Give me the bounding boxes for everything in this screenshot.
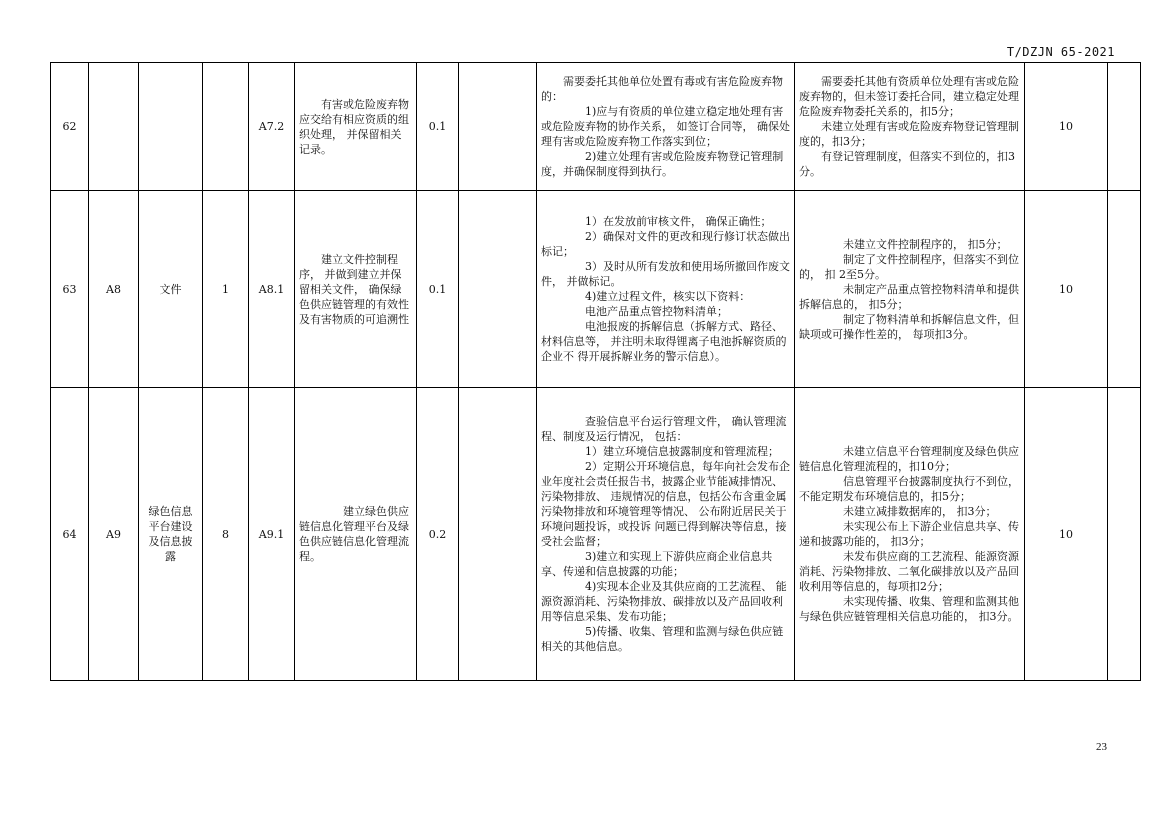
- result-cell: [1108, 388, 1141, 681]
- indicator-name: 绿色信息平台建设及信息披露: [139, 388, 203, 681]
- blank-cell: [459, 63, 537, 191]
- deduction-cell: [795, 63, 1025, 191]
- method-line: 1）在发放前审核文件， 确保正确性；: [585, 215, 772, 228]
- requirement-text: 有害或危险废弃物应交给有相应资质的组织处理， 并保留相关记录。: [299, 97, 409, 156]
- sub-indicator-code: A7.2: [249, 63, 295, 191]
- indicator-weight: [203, 63, 249, 191]
- method-line: 需要委托其他单位处置有毒或有害危险废弃物的：: [541, 75, 783, 103]
- requirement-cell: [295, 388, 417, 681]
- deduction-line: 制定了文件控制程序，但落实不到位的， 扣 2至5分。: [799, 252, 1019, 281]
- row-number: 64: [51, 388, 89, 681]
- row-number: 63: [51, 191, 89, 388]
- deduction-line: 未建立处理有害或危险废弃物登记管理制度的，扣3分；: [799, 120, 1019, 148]
- deduction-cell: [795, 388, 1025, 681]
- result-cell: [1108, 63, 1141, 191]
- deduction-line: 制定了物料清单和拆解信息文件，但缺项或可操作性差的， 每项扣3分。: [799, 312, 1019, 341]
- document-code: T/DZJN 65-2021: [1006, 45, 1115, 59]
- deduction-cell: [795, 191, 1025, 388]
- method-cell: [537, 63, 795, 191]
- result-cell: [1108, 191, 1141, 388]
- method-line: 1）建立环境信息披露制度和管理流程；: [585, 445, 779, 458]
- indicator-name: [139, 63, 203, 191]
- deduction-line: 未制定产品重点管控物料清单和提供拆解信息的， 扣5分；: [799, 282, 1019, 311]
- method-cell: [537, 388, 795, 681]
- deduction-line: 未建立信息平台管理制度及绿色供应链信息化管理流程的，扣10分；: [799, 445, 1019, 473]
- indicator-weight: 1: [203, 191, 249, 388]
- deduction-line: 未建立文件控制程序的， 扣5分；: [843, 237, 1008, 251]
- score: 10: [1025, 63, 1108, 191]
- table-row: [51, 191, 1141, 388]
- deduction-line: 信息管理平台披露制度执行不到位，不能定期发布环境信息的，扣5分；: [799, 475, 1019, 503]
- deduction-line: 有登记管理制度，但落实不到位的，扣3分。: [799, 150, 1015, 178]
- requirement-text: 建立绿色供应链信息化管理平台及绿色供应链信息化管理流程。: [299, 505, 409, 563]
- deduction-line: 未发布供应商的工艺流程、能源资源消耗、污染物排放、二氧化碳排放以及产品回收利用等信息的，每项扣2分；: [799, 550, 1019, 593]
- coefficient: 0.2: [417, 388, 459, 681]
- deduction-line: 需要委托其他有资质单位处理有害或危险废弃物的，但未签订委托合同，建立稳定处理危险废弃物委托关系的，扣5分；: [799, 75, 1019, 118]
- indicator-code: [89, 63, 139, 191]
- indicator-name: 文件: [139, 191, 203, 388]
- row-number: 62: [51, 63, 89, 191]
- coefficient: 0.1: [417, 63, 459, 191]
- method-line: 4)实现本企业及其供应商的工艺流程、 能源资源消耗、污染物排放、碳排放以及产品回收利用等信息采集、发布功能；: [541, 580, 787, 623]
- indicator-weight: 8: [203, 388, 249, 681]
- blank-cell: [459, 191, 537, 388]
- indicator-code: A9: [89, 388, 139, 681]
- deduction-line: 未实现公布上下游企业信息共享、传递和披露功能的， 扣3分；: [799, 520, 1019, 548]
- table-row: [51, 63, 1141, 191]
- method-line: 2）定期公开环境信息，每年向社会发布企业年度社会责任报告书，披露企业节能减排情况、 污染物排放、 违规情况的信息，包括公布含重金属污染物排放和环境管理等情况、 公布附近居民关于环境问题投诉，或投诉 问题已得到解决等信息，接受社会监督；: [541, 460, 790, 548]
- sub-indicator-code: A8.1: [249, 191, 295, 388]
- deduction-line: 未建立减排数据库的， 扣3分；: [843, 505, 997, 518]
- method-line: 4)建立过程文件，核实以下资料：: [585, 290, 751, 303]
- score: 10: [1025, 191, 1108, 388]
- indicator-code: A8: [89, 191, 139, 388]
- method-line: 3）及时从所有发放和使用场所撤回作废文件， 并做标记。: [541, 260, 790, 288]
- sub-indicator-code: A9.1: [249, 388, 295, 681]
- method-line: 电池产品重点管控物料清单；: [585, 305, 728, 318]
- method-line: 5)传播、收集、管理和监测与绿色供应链相关的其他信息。: [541, 625, 784, 653]
- deduction-line: 未实现传播、收集、管理和监测其他与绿色供应链管理相关信息功能的， 扣3分。: [799, 595, 1019, 623]
- table-row: [51, 388, 1141, 681]
- method-line: 2)建立处理有害或危险废弃物登记管理制度，并确保制度得到执行。: [541, 150, 784, 178]
- method-line: 2）确保对文件的更改和现行修订状态做出标记；: [541, 230, 790, 258]
- method-line: 查验信息平台运行管理文件， 确认管理流程、制度及运行情况， 包括：: [541, 415, 787, 443]
- requirement-cell: [295, 191, 417, 388]
- method-line: 电池报废的拆解信息（拆解方式、路径、材料信息等， 并注明未取得锂离子电池拆解资质的企业不 得开展拆解业务的警示信息）。: [541, 320, 787, 363]
- evaluation-table: [50, 62, 1141, 681]
- method-line: 3)建立和实现上下游供应商企业信息共享、传递和信息披露的功能；: [541, 550, 773, 578]
- blank-cell: [459, 388, 537, 681]
- page-number: 23: [1096, 741, 1107, 753]
- method-cell: [537, 191, 795, 388]
- coefficient: 0.1: [417, 191, 459, 388]
- score: 10: [1025, 388, 1108, 681]
- requirement-text: 建立文件控制程序， 并做到建立并保留相关文件， 确保绿色供应链管理的有效性及有害物质的可追溯性: [299, 252, 409, 326]
- method-line: 1)应与有资质的单位建立稳定地处理有害或危险废弃物的协作关系， 如签订合同等， 确保处理有害或危险废弃物工作落实到位；: [541, 105, 790, 148]
- requirement-cell: [295, 63, 417, 191]
